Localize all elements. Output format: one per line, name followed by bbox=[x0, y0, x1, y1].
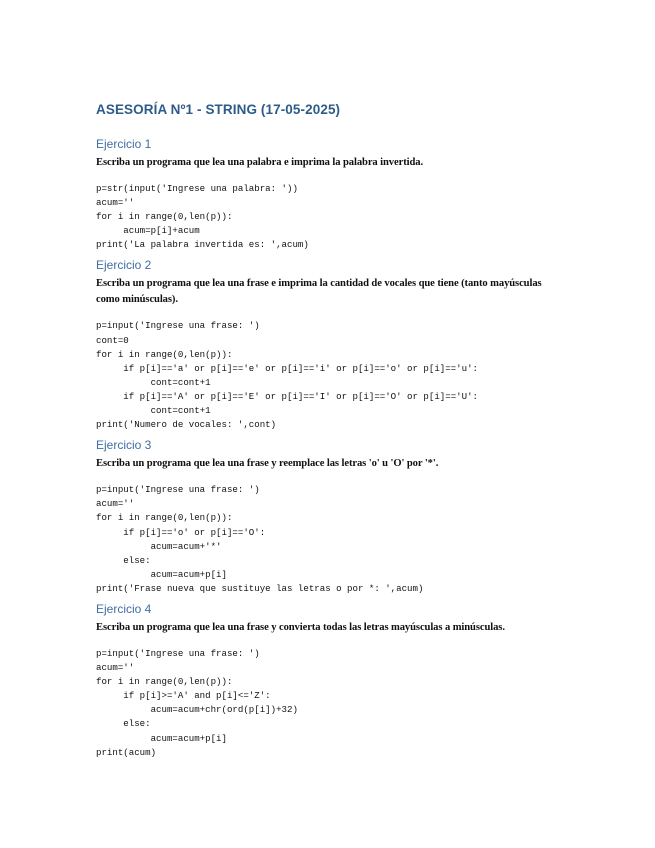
code-line: acum='' bbox=[96, 498, 135, 510]
code-block bbox=[96, 319, 566, 432]
code-line: acum='' bbox=[96, 197, 135, 209]
exercise-section bbox=[96, 438, 566, 596]
exercise-statement: Escriba un programa que lea una palabra e imprima la palabra invertida. bbox=[96, 157, 424, 168]
exercise-heading: Ejercicio 4 bbox=[96, 601, 152, 616]
code-line: cont=cont+1 bbox=[96, 405, 211, 417]
document-content bbox=[96, 102, 566, 766]
code-line: acum=acum+chr(ord(p[i])+32) bbox=[96, 704, 298, 716]
exercise-heading: Ejercicio 1 bbox=[96, 137, 152, 151]
code-block bbox=[96, 182, 566, 252]
code-line: if p[i]=='o' or p[i]=='O': bbox=[96, 526, 266, 538]
code-line: else: bbox=[96, 554, 151, 566]
code-line: acum=acum+p[i] bbox=[96, 732, 227, 744]
code-line: acum=acum+p[i] bbox=[96, 568, 227, 580]
exercise-statement: Escriba un programa que lea una frase y convierta todas las letras mayúsculas a minúsculas. bbox=[96, 621, 505, 633]
exercise-section bbox=[96, 137, 566, 252]
code-line: for i in range(0,len(p)): bbox=[96, 676, 233, 688]
exercise-statement: Escriba un programa que lea una frase y reemplace las letras 'o' u 'O' por '*'. bbox=[96, 458, 439, 470]
code-line: print('Numero de vocales: ',cont) bbox=[96, 419, 277, 431]
code-line: p=input('Ingrese una frase: ') bbox=[96, 647, 260, 659]
code-line: if p[i]=='a' or p[i]=='e' or p[i]=='i' or p[i]=='o' or p[i]=='u': bbox=[96, 362, 478, 374]
code-line: if p[i]>='A' and p[i]<='Z': bbox=[96, 690, 271, 702]
code-line: print('Frase nueva que sustituye las letras o por *: ',acum) bbox=[96, 582, 424, 594]
code-line: else: bbox=[96, 718, 151, 730]
document-title: ASESORÍA Nº1 - STRING (17-05-2025) bbox=[96, 102, 341, 117]
code-line: for i in range(0,len(p)): bbox=[96, 512, 233, 524]
code-block bbox=[96, 647, 566, 760]
code-line: cont=0 bbox=[96, 334, 129, 346]
exercise-statement: Escriba un programa que lea una frase e imprima la cantidad de vocales que tiene (tanto mayúsculas como minúsculas). bbox=[96, 278, 542, 306]
code-line: acum=p[i]+acum bbox=[96, 225, 200, 237]
exercise-heading: Ejercicio 3 bbox=[96, 438, 152, 453]
exercise-section bbox=[96, 602, 566, 760]
exercise-section bbox=[96, 258, 566, 432]
code-block bbox=[96, 483, 566, 596]
code-line: print(acum) bbox=[96, 746, 157, 758]
code-line: p=input('Ingrese una frase: ') bbox=[96, 484, 260, 496]
code-line: print('La palabra invertida es: ',acum) bbox=[96, 239, 309, 251]
code-line: p=str(input('Ingrese una palabra: ')) bbox=[96, 183, 298, 194]
exercise-heading: Ejercicio 2 bbox=[96, 258, 152, 273]
code-line: p=input('Ingrese una frase: ') bbox=[96, 320, 260, 332]
code-line: acum=acum+'*' bbox=[96, 540, 222, 552]
code-line: acum='' bbox=[96, 662, 135, 674]
code-line: if p[i]=='A' or p[i]=='E' or p[i]=='I' or p[i]=='O' or p[i]=='U': bbox=[96, 390, 478, 402]
code-line: for i in range(0,len(p)): bbox=[96, 211, 233, 223]
code-line: cont=cont+1 bbox=[96, 376, 211, 388]
exercise-list bbox=[96, 137, 566, 760]
code-line: for i in range(0,len(p)): bbox=[96, 348, 233, 360]
